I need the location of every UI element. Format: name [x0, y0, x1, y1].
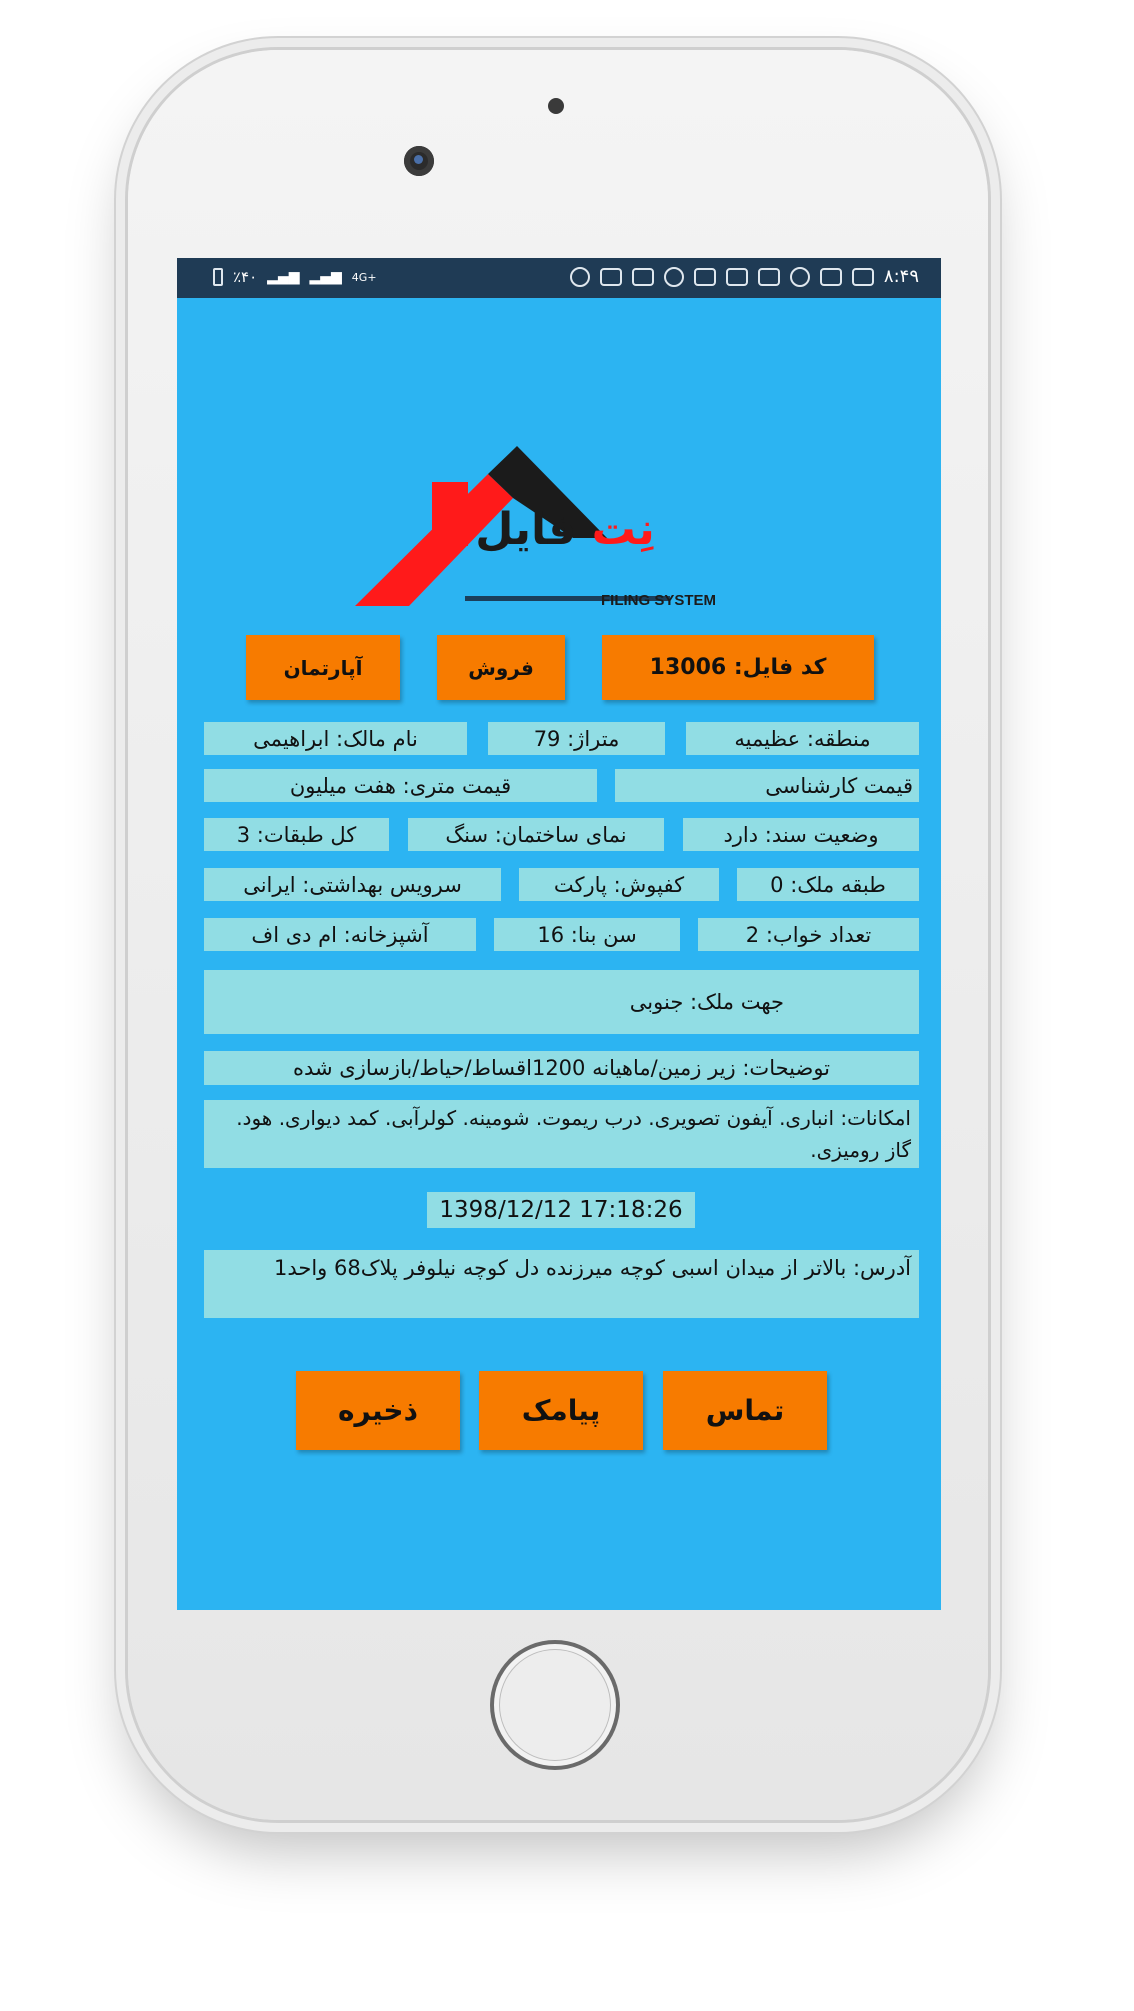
call-button[interactable]: تماس	[663, 1371, 827, 1450]
direction-text: جهت ملک: جنوبی	[629, 990, 784, 1014]
sms-button[interactable]: پیامک	[479, 1371, 643, 1450]
weather-icon	[820, 268, 842, 286]
logo-word-net: نِت	[591, 504, 655, 555]
battery-icon	[213, 268, 223, 286]
description-field: توضیحات: زیر زمین/ماهیانه 1200اقساط/حیاط/بازسازی شده	[204, 1051, 919, 1085]
voicemail-icon	[726, 268, 748, 286]
status-left	[213, 268, 377, 286]
region-field: منطقه: عظیمیه	[686, 722, 919, 755]
toilet-field: سرویس بهداشتی: ایرانی	[204, 868, 501, 901]
message-icon	[852, 268, 874, 286]
youtube-icon	[600, 268, 622, 286]
save-button[interactable]: ذخیره	[296, 1371, 460, 1450]
app-icon	[758, 268, 780, 286]
clock: ۸:۴۹	[883, 266, 919, 287]
network-type: 4G+	[351, 270, 377, 284]
file-code-button[interactable]: کد فایل: 13006	[602, 635, 874, 700]
flooring-field: کفپوش: پارکت	[519, 868, 719, 901]
price-per-meter-field: قیمت متری: هفت میلیون	[204, 769, 597, 802]
expert-price-field: قیمت کارشناسی	[615, 769, 919, 802]
home-button[interactable]	[490, 1640, 620, 1770]
instagram-icon	[790, 267, 810, 287]
building-age-field: سن بنا: 16	[494, 918, 680, 951]
signal-icon-2: ▂▄▆	[309, 269, 342, 285]
image-icon	[694, 268, 716, 286]
logo-word-file: فایل	[475, 504, 577, 555]
unit-floor-field: طبقه ملک: 0	[737, 868, 919, 901]
address-field: آدرس: بالاتر از میدان اسبی کوچه میرزنده دل کوچه نیلوفر پلاک68 واحد1	[204, 1250, 919, 1318]
facade-field: نمای ساختمان: سنگ	[408, 818, 664, 851]
logo-subtitle: FILING SYSTEM	[601, 592, 717, 609]
battery-level: ٪۴۰	[233, 268, 258, 286]
bedrooms-field: تعداد خواب: 2	[698, 918, 919, 951]
app-logo	[355, 446, 775, 616]
kitchen-field: آشپزخانه: ام دی اف	[204, 918, 476, 951]
youtube-icon-2	[632, 268, 654, 286]
datetime-label: 1398/12/12 17:18:26	[427, 1192, 695, 1228]
app-screen	[177, 258, 941, 1610]
logo-wordmark	[455, 504, 675, 564]
wifi-icon	[664, 267, 684, 287]
deal-type-button[interactable]: فروش	[437, 635, 565, 700]
shield-icon	[570, 267, 590, 287]
front-camera	[404, 146, 434, 176]
amenities-field: امکانات: انباری. آیفون تصویری. درب ریموت. شومینه. کولرآبی. کمد دیواری. هود. گاز رومیزی.	[204, 1100, 919, 1168]
status-bar	[177, 258, 941, 298]
direction-field	[204, 970, 919, 1034]
owner-field: نام مالک: ابراهیمی	[204, 722, 467, 755]
document-status-field: وضعیت سند: دارد	[683, 818, 919, 851]
speaker-dot	[548, 98, 564, 114]
signal-icon: ▂▄▆	[267, 269, 300, 285]
status-right	[570, 266, 919, 287]
area-field: متراژ: 79	[488, 722, 665, 755]
total-floors-field: کل طبقات: 3	[204, 818, 389, 851]
property-type-button[interactable]: آپارتمان	[246, 635, 400, 700]
